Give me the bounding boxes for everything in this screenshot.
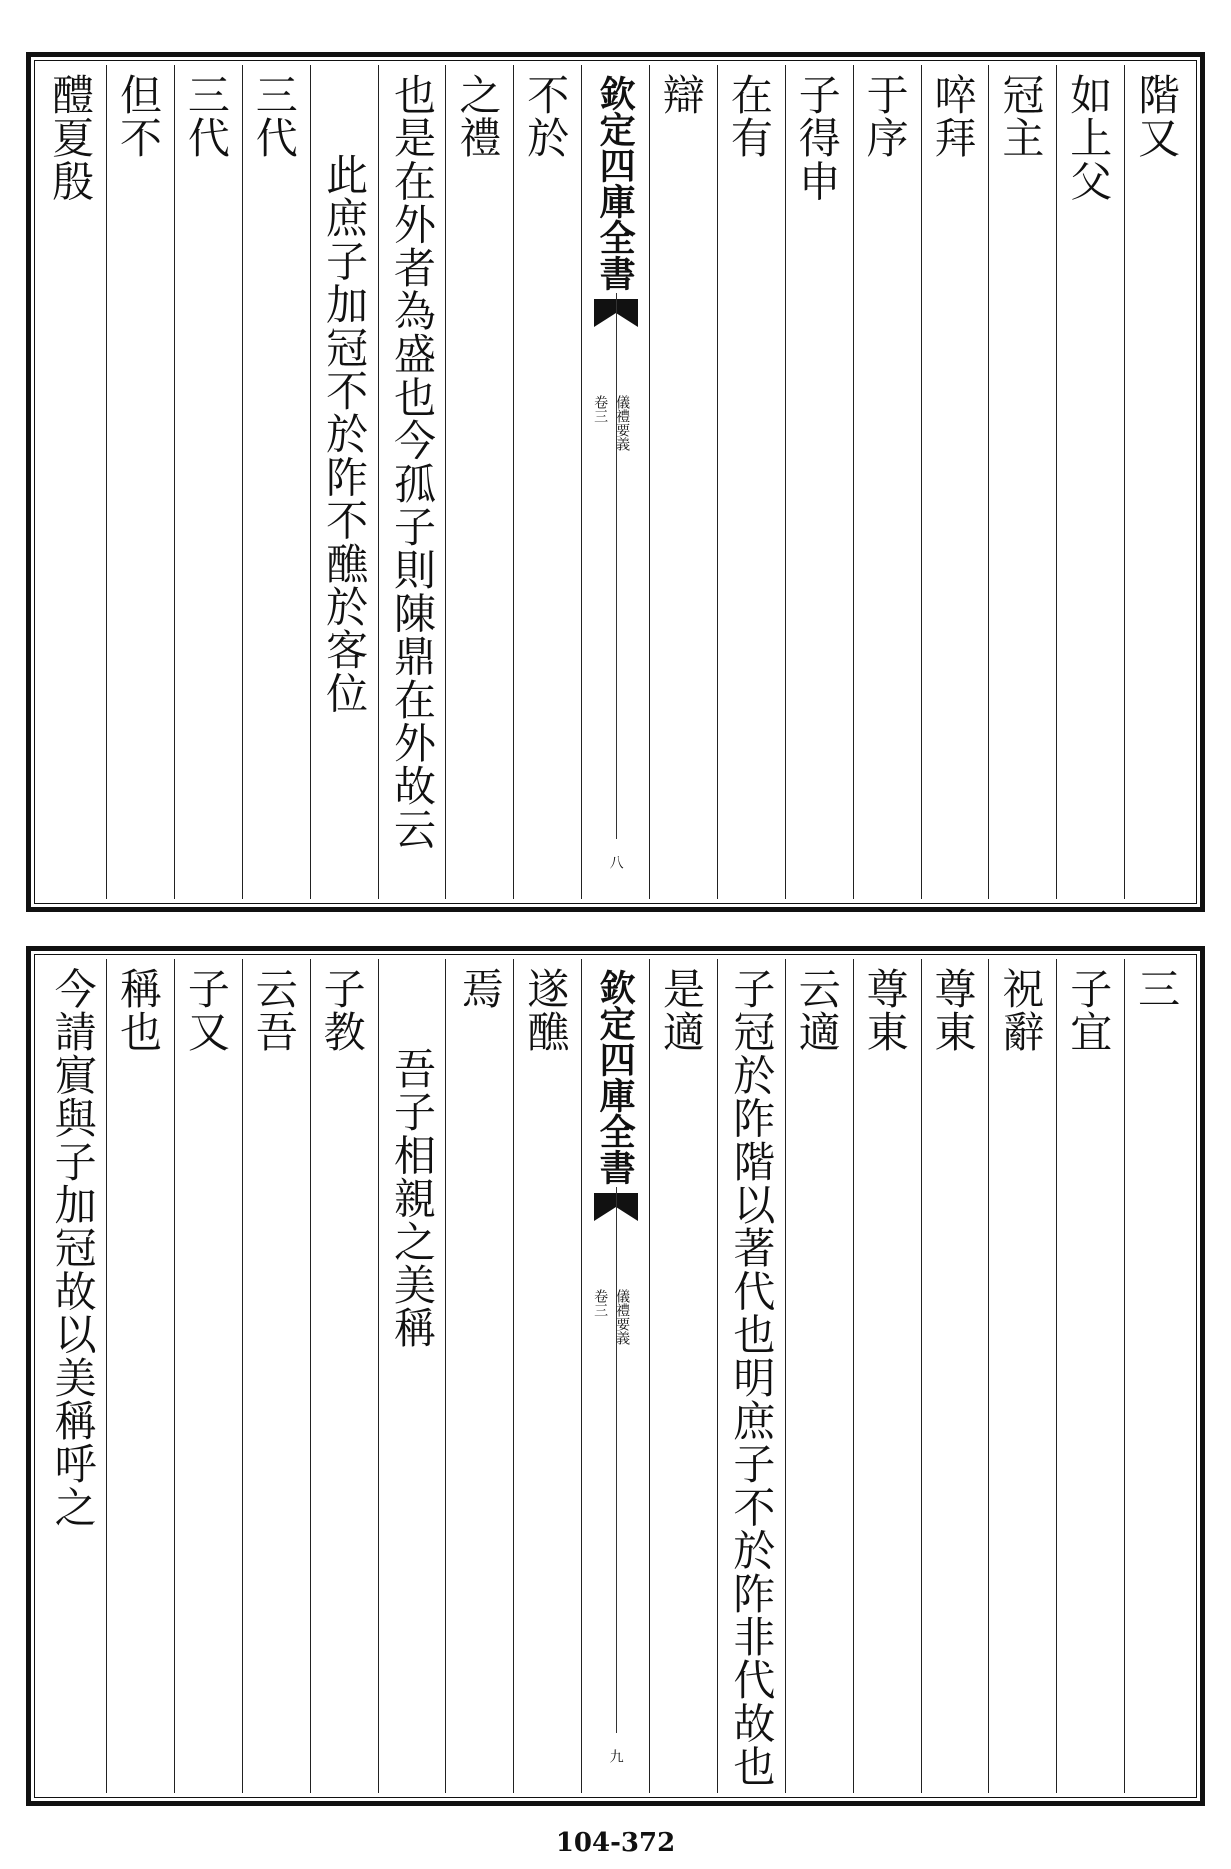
column-text: 階又 [1132,73,1182,160]
text-column [39,65,106,899]
text-column [1056,65,1124,899]
collection-title: 欽定四庫全書 [594,969,637,1185]
column-text: 子教 [317,967,367,1054]
column-text: 于序 [860,73,910,160]
text-column [513,959,581,1793]
column-text: 但不 [114,73,163,160]
volume-label: 卷三 [592,395,609,423]
collection-title: 欽定四庫全書 [594,75,637,291]
text-column [785,65,853,899]
column-text: 子冠於阼階以著代也明庶子不於阼非代故也 [727,967,777,1788]
text-column [649,65,717,899]
column-text: 如上父 [1064,73,1114,203]
text-column [106,959,174,1793]
column-text: 是適 [657,967,706,1054]
text-column [853,65,921,899]
column-text: 稱也 [114,967,163,1054]
page-top [26,52,1205,912]
fold-line [616,1187,617,1733]
column-text: 子得申 [792,73,842,203]
column-text: 焉 [455,967,505,1011]
column-text: 子宜 [1064,967,1114,1054]
text-column [242,65,310,899]
text-column [310,65,378,899]
column-text: 啐拜 [928,73,978,160]
column-text: 三代 [249,73,299,160]
column-text: 尊東 [860,967,910,1054]
text-column [445,959,513,1793]
column-text: 子又 [181,967,231,1054]
text-column [717,65,785,899]
column-text: 在有 [724,73,774,160]
text-column [174,65,242,899]
text-column [921,65,989,899]
column-text: 之禮 [453,73,503,160]
leaf-number: 九 [607,1749,624,1763]
text-column [649,959,717,1793]
center-fold-column [581,959,649,1793]
footer-page-id: 104-372 [555,1828,676,1858]
page-bottom [26,946,1205,1806]
text-column [378,959,446,1793]
column-text: 云吾 [249,967,299,1054]
text-column [1124,65,1192,899]
text-column [310,959,378,1793]
column-text: 三 [1132,967,1182,1011]
column-text: 三代 [181,73,231,160]
leaf-number: 八 [607,855,624,869]
text-column [378,65,446,899]
column-text: 遂醮 [521,967,571,1054]
columns-top [39,65,1192,899]
book-info [590,395,632,451]
text-column [513,65,581,899]
text-column [853,959,921,1793]
text-column [988,65,1056,899]
column-text: 云適 [792,967,842,1054]
text-column [921,959,989,1793]
text-column [1124,959,1192,1793]
column-text: 醴夏殷 [46,73,96,203]
book-title: 儀禮要義 [614,1289,631,1345]
columns-bottom [39,959,1192,1793]
text-column [242,959,310,1793]
book-info [590,1289,632,1345]
book-title: 儀禮要義 [614,395,631,451]
text-column [717,959,785,1793]
text-column [988,959,1056,1793]
column-text: 祝辭 [996,967,1046,1054]
column-text: 也是在外者為盛也今孤子則陳鼎在外故云 [387,73,437,851]
fold-line [616,293,617,839]
text-column [174,959,242,1793]
text-column [445,65,513,899]
text-column [106,65,174,899]
column-text: 不於 [521,73,571,160]
column-text: 今請賔與子加冠故以美稱呼之 [48,967,98,1529]
text-column [785,959,853,1793]
column-text: 冠主 [996,73,1046,160]
column-text: 吾子相親之美稱 [387,1047,437,1350]
text-column [39,959,106,1793]
column-text: 此庶子加冠不於阼不醮於客位 [320,153,370,715]
volume-label: 卷三 [592,1289,609,1317]
text-column [1056,959,1124,1793]
center-fold-column [581,65,649,899]
column-text: 辯 [657,73,706,117]
column-text: 尊東 [928,967,978,1054]
